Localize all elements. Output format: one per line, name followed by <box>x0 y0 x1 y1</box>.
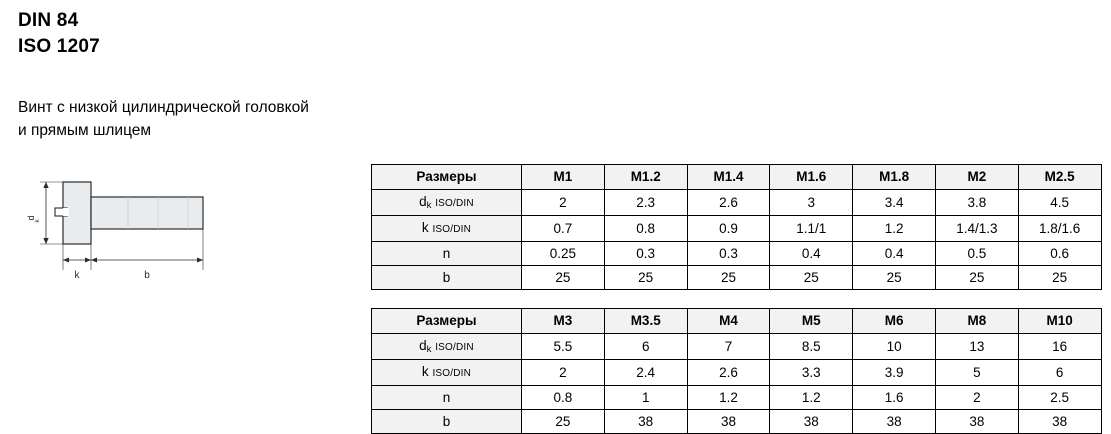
table-cell: 38 <box>770 410 853 434</box>
table-cell: 4.5 <box>1018 190 1101 216</box>
table-cell: 3.8 <box>935 190 1018 216</box>
table-cell: 1.1/1 <box>770 216 853 242</box>
table-cell: 5 <box>935 360 1018 386</box>
table-cell: 2 <box>522 190 605 216</box>
table-cell: 7 <box>687 334 770 360</box>
table-row <box>372 266 1102 290</box>
table-cell: 2.5 <box>1018 386 1101 410</box>
table-cell: 0.7 <box>522 216 605 242</box>
table-cell: 2.6 <box>687 360 770 386</box>
table-cell: 2 <box>522 360 605 386</box>
table-cell: 2 <box>935 386 1018 410</box>
product-description <box>18 96 358 142</box>
table-row <box>372 334 1102 360</box>
table-header-cell: M2.5 <box>1018 165 1101 190</box>
table-cell: 1.2 <box>770 386 853 410</box>
table-row <box>372 190 1102 216</box>
row-label <box>372 360 522 386</box>
table-cell: 0.3 <box>604 242 687 266</box>
row-label-main: k <box>421 364 429 379</box>
table-cell: 5.5 <box>522 334 605 360</box>
row-label-main: d <box>419 194 427 209</box>
table-row <box>372 410 1102 434</box>
row-label: b <box>372 410 522 434</box>
table-cell: 10 <box>853 334 936 360</box>
description-line-1: Винт с низкой цилиндрической головкой <box>18 99 309 116</box>
table-cell: 25 <box>604 266 687 290</box>
table-cell: 3.3 <box>770 360 853 386</box>
left-column <box>18 8 358 142</box>
svg-text:k: k <box>35 219 41 223</box>
table-cell: 2.6 <box>687 190 770 216</box>
table-header-cell: M1.8 <box>853 165 936 190</box>
standard-title <box>18 8 358 60</box>
dimensions-table-2-wrapper <box>371 308 1102 434</box>
description-line-2: и прямым шлицем <box>18 122 152 139</box>
table-header-row <box>372 309 1102 334</box>
table-header-cell: M5 <box>770 309 853 334</box>
row-label-tail: ISO/DIN <box>432 368 472 379</box>
table-cell: 3.9 <box>853 360 936 386</box>
table-header-cell: M1.6 <box>770 165 853 190</box>
table-cell: 1.2 <box>853 216 936 242</box>
table-cell: 25 <box>935 266 1018 290</box>
row-label: b <box>372 266 522 290</box>
dimension-label-k: k <box>74 270 80 281</box>
table-cell: 25 <box>1018 266 1101 290</box>
row-label-tail: ISO/DIN <box>435 342 474 353</box>
table-header-cell: M3 <box>522 309 605 334</box>
table-header-cell: M4 <box>687 309 770 334</box>
dimension-label-dk: d <box>26 215 36 221</box>
table-header-cell: M1.4 <box>687 165 770 190</box>
table-cell: 8.5 <box>770 334 853 360</box>
table-cell: 38 <box>853 410 936 434</box>
table-cell: 0.25 <box>522 242 605 266</box>
row-label-tail: ISO/DIN <box>435 198 474 209</box>
table-header-cell: M8 <box>935 309 1018 334</box>
standard-line-1: DIN 84 <box>18 10 79 31</box>
table-row <box>372 360 1102 386</box>
dimensions-table-1 <box>371 164 1102 290</box>
row-label-main: k <box>421 220 429 235</box>
dimensions-table-1-wrapper <box>371 164 1102 290</box>
table-cell: 25 <box>522 410 605 434</box>
table-cell: 25 <box>687 266 770 290</box>
table-cell: 2.4 <box>604 360 687 386</box>
table-cell: 0.8 <box>522 386 605 410</box>
dimensions-table-2 <box>371 308 1102 434</box>
table-cell: 0.6 <box>1018 242 1101 266</box>
table-header-row <box>372 165 1102 190</box>
table-header-cell: M10 <box>1018 309 1101 334</box>
table-cell: 25 <box>770 266 853 290</box>
table-cell: 38 <box>935 410 1018 434</box>
table-cell: 3.4 <box>853 190 936 216</box>
table-header-cell: M2 <box>935 165 1018 190</box>
table-cell: 1.8/1.6 <box>1018 216 1101 242</box>
table-cell: 6 <box>1018 360 1101 386</box>
table-cell: 6 <box>604 334 687 360</box>
table-cell: 25 <box>853 266 936 290</box>
table-cell: 0.3 <box>687 242 770 266</box>
table-row <box>372 216 1102 242</box>
table-row <box>372 242 1102 266</box>
table-cell: 0.4 <box>770 242 853 266</box>
row-label <box>372 216 522 242</box>
row-label-sub: k <box>426 200 432 211</box>
table-header-cell: M1 <box>522 165 605 190</box>
row-label-main: d <box>419 338 427 353</box>
table-header-cell: Размеры <box>372 309 522 334</box>
table-header-cell: Размеры <box>372 165 522 190</box>
table-cell: 1 <box>604 386 687 410</box>
row-label: n <box>372 242 522 266</box>
table-cell: 1.2 <box>687 386 770 410</box>
table-cell: 38 <box>1018 410 1101 434</box>
table-cell: 1.4/1.3 <box>935 216 1018 242</box>
table-cell: 16 <box>1018 334 1101 360</box>
table-header-cell: M1.2 <box>604 165 687 190</box>
table-cell: 38 <box>604 410 687 434</box>
table-cell: 1.6 <box>853 386 936 410</box>
dimension-label-b: b <box>144 270 150 281</box>
table-cell: 0.4 <box>853 242 936 266</box>
row-label <box>372 334 522 360</box>
row-label-tail: ISO/DIN <box>432 224 472 235</box>
table-cell: 38 <box>687 410 770 434</box>
standard-line-2: ISO 1207 <box>18 36 100 57</box>
table-cell: 13 <box>935 334 1018 360</box>
row-label-sub: k <box>426 344 432 355</box>
table-cell: 3 <box>770 190 853 216</box>
table-cell: 25 <box>522 266 605 290</box>
table-cell: 2.3 <box>604 190 687 216</box>
table-row <box>372 386 1102 410</box>
row-label: n <box>372 386 522 410</box>
table-cell: 0.8 <box>604 216 687 242</box>
table-cell: 0.5 <box>935 242 1018 266</box>
screw-technical-drawing <box>8 160 278 290</box>
table-header-cell: M3.5 <box>604 309 687 334</box>
table-cell: 0.9 <box>687 216 770 242</box>
row-label <box>372 190 522 216</box>
table-header-cell: M6 <box>853 309 936 334</box>
